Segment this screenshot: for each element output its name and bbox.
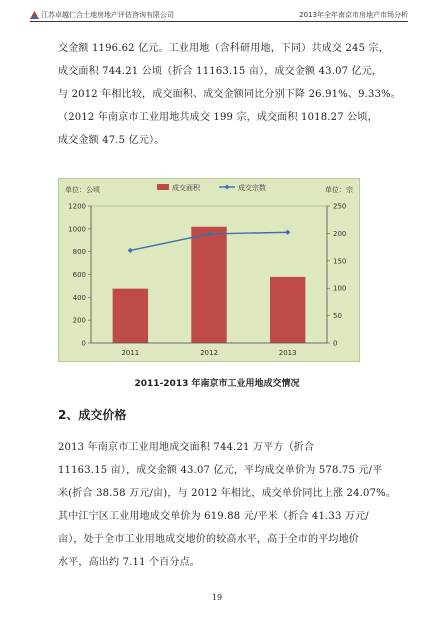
paragraph-line: 与 2012 年相比较，成交面积、成交金额同比分别下降 26.91%、9.33%。 (58, 89, 402, 100)
paragraph-line: 成交金额 47.5 亿元）。 (58, 135, 165, 146)
page-header (30, 9, 408, 22)
left-axis-tick-label: 0 (81, 339, 86, 348)
right-axis-tick-label: 100 (333, 284, 347, 293)
left-axis-tick-label: 600 (72, 271, 86, 279)
paragraph-land-volume (58, 37, 402, 152)
left-axis-unit-label: 单位：公顷 (65, 186, 100, 194)
chart-svg (59, 179, 359, 361)
right-axis-unit-label: 单位：宗 (325, 186, 353, 194)
paragraph-line: 水平，高出约 7.11 个百分点。 (58, 557, 201, 568)
right-axis-tick-label: 250 (333, 202, 347, 211)
paragraph-line: 米(折合 38.58 万元/亩)，与 2012 年相比，成交单价同比上涨 24.07%。 (58, 488, 397, 499)
x-axis-tick-label: 2012 (200, 349, 218, 357)
legend-line-marker (225, 185, 230, 190)
deals-count-point-2011 (128, 248, 133, 253)
bar-area-2012 (191, 227, 226, 343)
section-title: 2、成交价格 (58, 408, 127, 422)
left-axis-tick-label: 1000 (68, 225, 86, 234)
left-axis-tick-label: 200 (72, 316, 86, 325)
paragraph-line: 其中江宁区工业用地成交单价为 619.88 元/平米（折合 41.33 万元/ (58, 511, 369, 522)
legend-line-label: 成交宗数 (238, 184, 266, 192)
x-axis-tick-label: 2013 (278, 349, 297, 357)
paragraph-price (58, 436, 396, 574)
right-axis-tick-label: 0 (333, 339, 338, 348)
deals-count-point-2013 (285, 230, 290, 235)
legend-bar-swatch (157, 184, 169, 190)
legend-bar-label: 成交面积 (172, 184, 200, 192)
bar-area-2013 (270, 277, 305, 343)
industrial-land-chart (58, 178, 360, 362)
paragraph-line: 2013 年南京市工业用地成交面积 744.21 万平方（折合 (58, 442, 315, 453)
chart-caption: 2011-2013 年南京市工业用地成交情况 (134, 379, 300, 389)
left-axis-tick-label: 400 (72, 293, 86, 302)
paragraph-line: 成交面积 744.21 公顷（折合 11163.15 亩），成交金额 43.07 亿元， (58, 66, 383, 77)
company-logo-icon (30, 11, 39, 19)
left-axis-tick-label: 800 (72, 248, 86, 257)
x-axis-tick-label: 2011 (121, 349, 140, 357)
paragraph-line: （2012 年南京市工业用地共成交 199 宗，成交面积 1018.27 公顷， (58, 112, 378, 123)
right-axis-tick-label: 50 (333, 312, 342, 321)
page-number: 19 (211, 593, 223, 602)
left-axis-tick-label: 1200 (68, 202, 86, 211)
right-axis-tick-label: 200 (333, 229, 347, 238)
paragraph-line: 亩），处于全市工业用地成交地价的较高水平，高于全市的平均地价 (58, 534, 359, 545)
right-axis-tick-label: 150 (333, 257, 347, 266)
header-company-name: 江苏卓越仁合土地房地产评估咨询有限公司 (41, 11, 174, 19)
bar-area-2011 (113, 289, 148, 343)
paragraph-line: 11163.15 亩），成交金额 43.07 亿元，平均成交单价为 578.75 元/平 (58, 465, 383, 476)
paragraph-line: 交金额 1196.62 亿元。工业用地（含科研用地，下同）共成交 245 宗， (58, 43, 389, 54)
header-report-title: 2013年全年南京市房地产市场分析 (299, 11, 408, 19)
